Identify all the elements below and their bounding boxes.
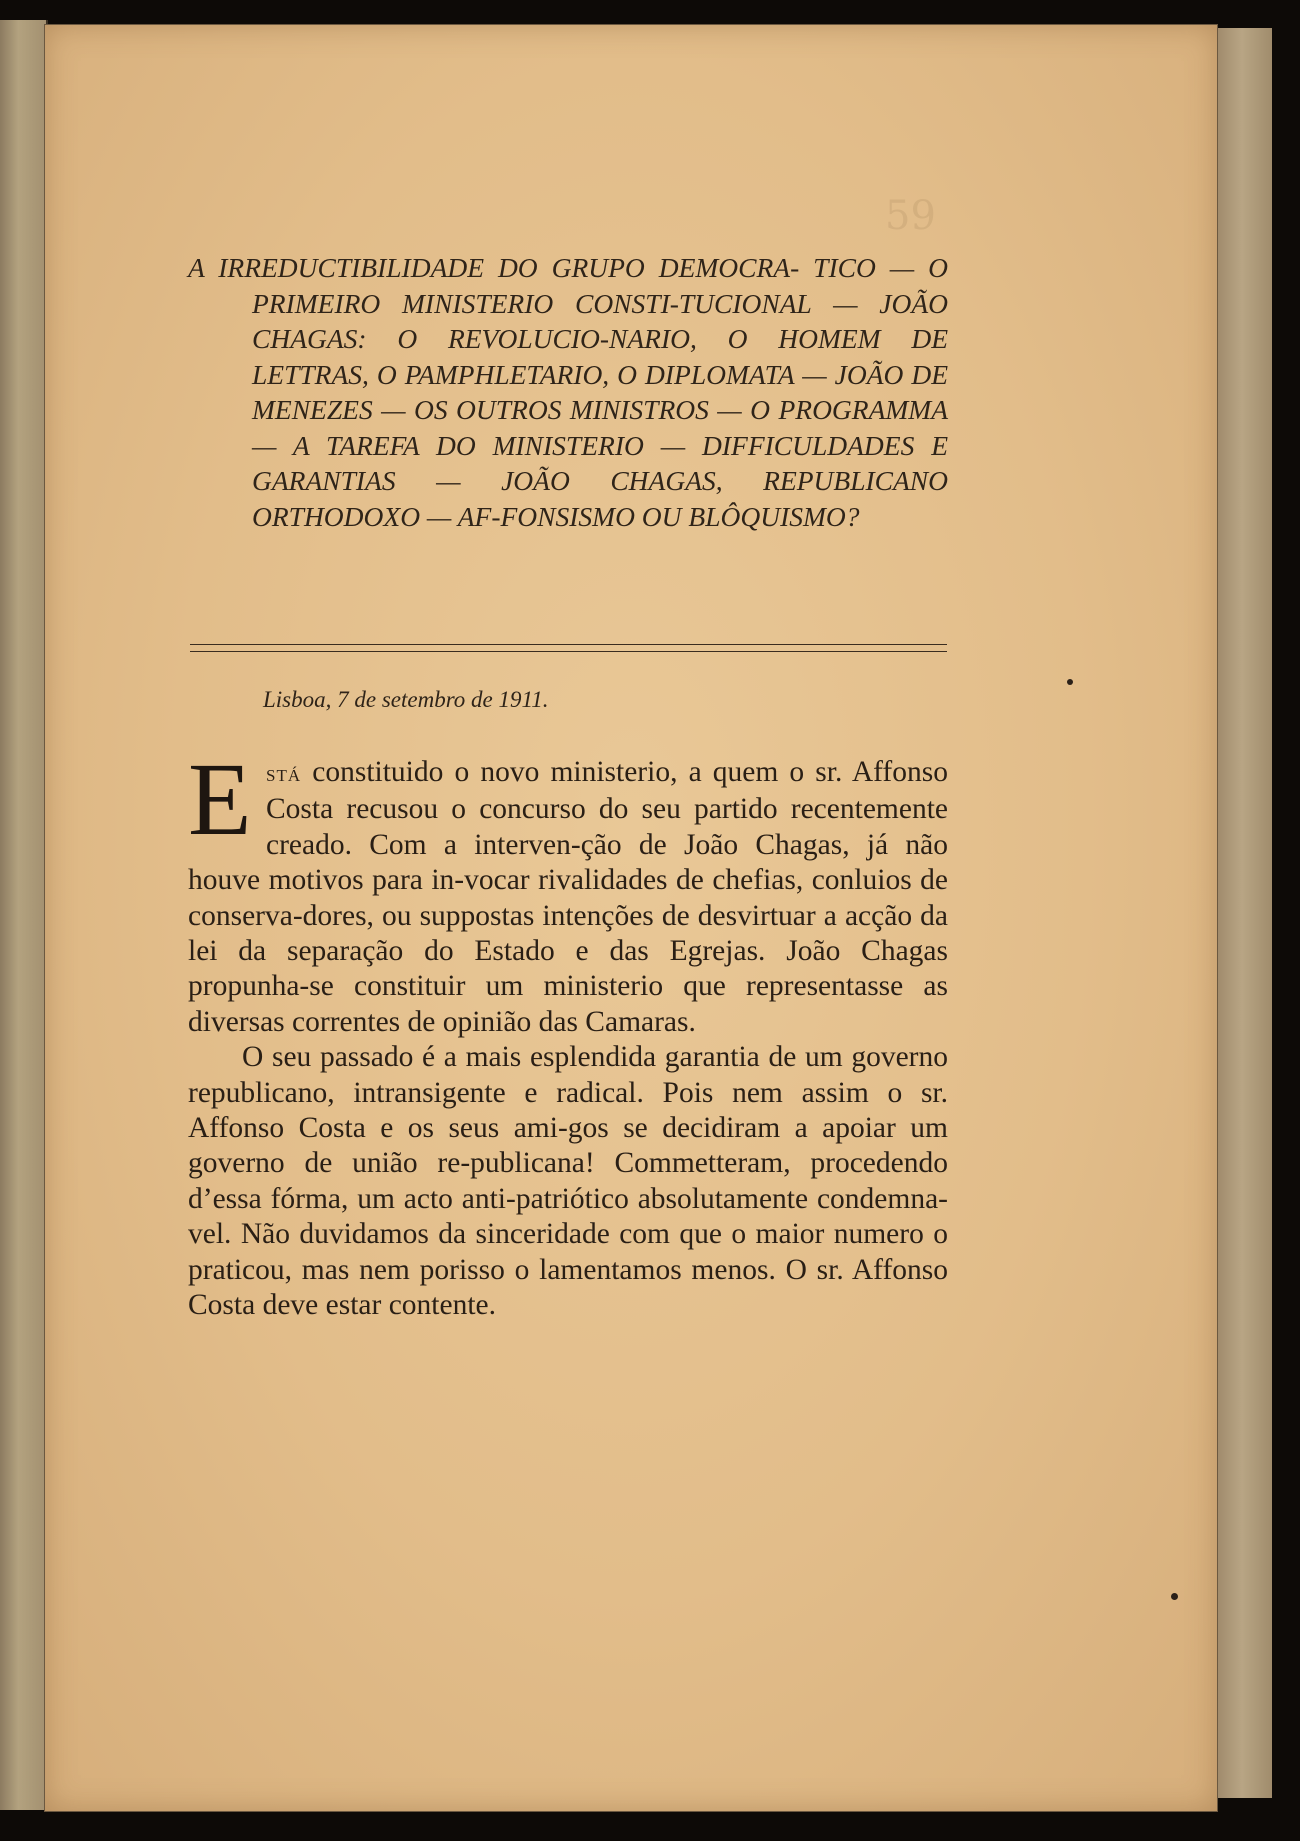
- paper-speck: [1067, 679, 1073, 685]
- chapter-summary: [188, 250, 948, 534]
- dropcap-container: [188, 742, 260, 857]
- body-text: [188, 742, 948, 1324]
- paragraph-2: O seu passado é a mais esplendida garantia de um governo republicano, intransigente e radical. Pois nem assim o sr. Affonso Costa e os seus ami-gos se decidiram a apoiar um governo de união re-publicana! Commetteram, procedendo d’essa fórma, um acto anti-patriótico absolutamente condemna-vel. Não duvidamos da sinceridade com que o maior numero o praticou, mas nem porisso o lamentamos menos. O sr. Affonso Costa deve estar contente.: [188, 1041, 948, 1322]
- left-page-edge: [0, 20, 48, 1810]
- divider-rule-top: [190, 644, 947, 645]
- paper-speck: [1171, 1593, 1178, 1600]
- dateline: Lisboa, 7 de setembro de 1911.: [263, 687, 549, 712]
- chapter-summary-first-line: A IRREDUCTIBILIDADE DO GRUPO DEMOCRA-: [188, 252, 800, 283]
- dropcap-letter: E: [188, 742, 252, 857]
- paragraph-1: [188, 742, 948, 1040]
- faded-page-number: 59: [885, 193, 936, 239]
- paragraph-1-text: constituido o novo ministerio, a quem o sr. Affonso Costa recusou o concurso do seu partido recentemente creado. Com a interven-ção de João Chagas, já não houve motivos para in-vocar rivalidades de chefias, conluios de conserva-dores, ou suppostas intenções de desvirtuar a acção da lei da separação do Estado e das Egrejas. João Chagas propunha-se constituir um ministerio que representasse as diversas correntes de opinião das Camaras.: [188, 756, 948, 1038]
- divider-rule-bottom: [190, 651, 947, 652]
- dropcap-continuation: stá: [266, 761, 302, 787]
- right-page-edge: [1210, 28, 1272, 1798]
- chapter-summary-rest: TICO — O PRIMEIRO MINISTERIO CONSTI-TUCIONAL — JOÃO CHAGAS: O REVOLUCIO-NARIO, O HOMEM DE LETTRAS, O PAMPHLETARIO, O DIPLOMATA — JOÃO DE MENEZES — OS OUTROS MINISTROS — O PROGRAMMA — A TAREFA DO MINISTERIO — DIFFICULDADES E GARANTIAS — JOÃO CHAGAS, REPUBLICANO ORTHODOXO — AF-FONSISMO OU BLÔQUISMO?: [252, 252, 948, 532]
